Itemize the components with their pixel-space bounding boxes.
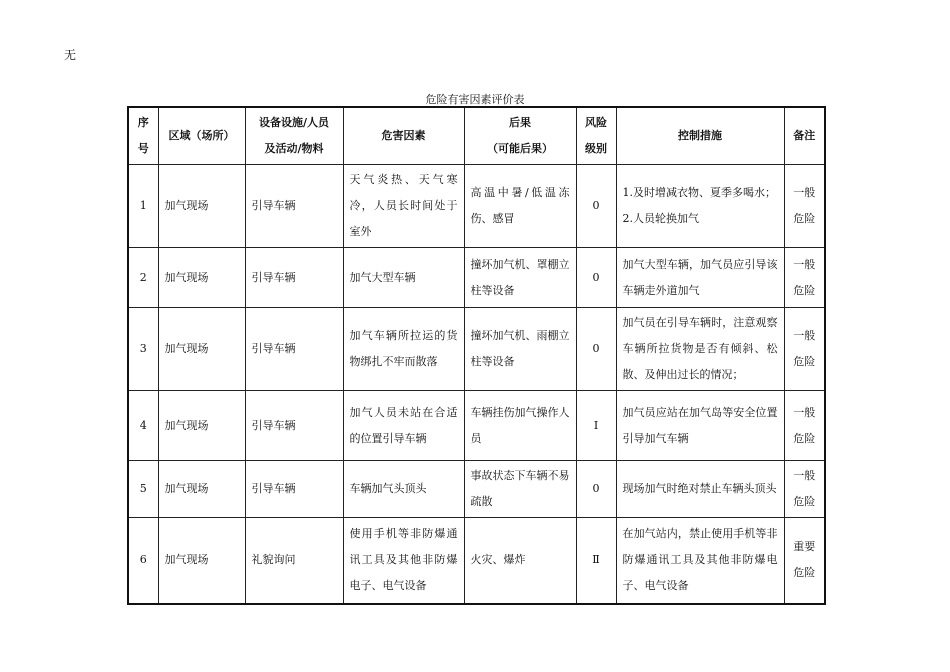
cell-risk: 0 (576, 248, 616, 308)
cell-remark: 一般 危险 (784, 248, 825, 308)
cell-seq: 5 (128, 461, 158, 518)
cell-facility: 引导车辆 (245, 248, 343, 308)
cell-hazard: 车辆加气头顶头 (343, 461, 464, 518)
cell-hazard: 加气车辆所拉运的货物绑扎不牢而散落 (343, 308, 464, 391)
table-title: 危险有害因素评价表 (425, 93, 525, 106)
cell-area: 加气现场 (158, 391, 245, 461)
cell-facility: 引导车辆 (245, 461, 343, 518)
cell-control: 加气大型车辆，加气员应引导该车辆走外道加气 (616, 248, 784, 308)
table-row (128, 391, 825, 461)
corner-note: 无 (64, 48, 77, 62)
cell-control: 加气员应站在加气岛等安全位置引导加气车辆 (616, 391, 784, 461)
cell-remark: 一般 危险 (784, 308, 825, 391)
header-control: 控制措施 (616, 107, 784, 165)
cell-seq: 4 (128, 391, 158, 461)
cell-consequence: 火灾、爆炸 (464, 518, 576, 604)
cell-facility: 引导车辆 (245, 391, 343, 461)
cell-remark: 一般 危险 (784, 391, 825, 461)
cell-hazard: 加气人员未站在合适的位置引导车辆 (343, 391, 464, 461)
cell-facility: 引导车辆 (245, 308, 343, 391)
cell-remark: 一般 危险 (784, 165, 825, 248)
cell-facility: 礼貌询问 (245, 518, 343, 604)
cell-seq: 2 (128, 248, 158, 308)
header-hazard: 危害因素 (343, 107, 464, 165)
cell-area: 加气现场 (158, 518, 245, 604)
cell-control: 现场加气时绝对禁止车辆头顶头 (616, 461, 784, 518)
cell-control: 加气员在引导车辆时，注意观察车辆所拉货物是否有倾斜、松散、及伸出过长的情况； (616, 308, 784, 391)
cell-remark: 一般 危险 (784, 461, 825, 518)
cell-area: 加气现场 (158, 461, 245, 518)
header-seq: 序 号 (128, 107, 158, 165)
cell-consequence: 高温中暑/低温冻伤、感冒 (464, 165, 576, 248)
header-risk: 风险 级别 (576, 107, 616, 165)
cell-risk: Ⅰ (576, 391, 616, 461)
cell-seq: 1 (128, 165, 158, 248)
cell-risk: 0 (576, 461, 616, 518)
header-remark: 备注 (784, 107, 825, 165)
cell-hazard: 加气大型车辆 (343, 248, 464, 308)
cell-consequence: 撞坏加气机、雨棚立柱等设备 (464, 308, 576, 391)
cell-control: 1.及时增减衣物、夏季多喝水； 2.人员轮换加气 (616, 165, 784, 248)
header-row (128, 107, 825, 165)
table-row (128, 165, 825, 248)
header-facility: 设备设施/人员 及活动/物料 (245, 107, 343, 165)
cell-consequence: 撞坏加气机、罩棚立柱等设备 (464, 248, 576, 308)
table-row (128, 308, 825, 391)
cell-risk: Ⅱ (576, 518, 616, 604)
cell-facility: 引导车辆 (245, 165, 343, 248)
cell-risk: 0 (576, 308, 616, 391)
cell-hazard: 使用手机等非防爆通讯工具及其他非防爆电子、电气设备 (343, 518, 464, 604)
table-row (128, 461, 825, 518)
table-row (128, 248, 825, 308)
cell-seq: 3 (128, 308, 158, 391)
cell-consequence: 车辆挂伤加气操作人员 (464, 391, 576, 461)
hazard-evaluation-table (127, 106, 826, 605)
cell-consequence: 事故状态下车辆不易疏散 (464, 461, 576, 518)
cell-remark: 重要 危险 (784, 518, 825, 604)
table-row (128, 518, 825, 604)
header-consequence: 后果 （可能后果） (464, 107, 576, 165)
cell-area: 加气现场 (158, 248, 245, 308)
cell-seq: 6 (128, 518, 158, 604)
cell-hazard: 天气炎热、天气寒冷，人员长时间处于室外 (343, 165, 464, 248)
header-area: 区域（场所） (158, 107, 245, 165)
cell-area: 加气现场 (158, 165, 245, 248)
cell-control: 在加气站内，禁止使用手机等非防爆通讯工具及其他非防爆电子、电气设备 (616, 518, 784, 604)
cell-area: 加气现场 (158, 308, 245, 391)
cell-risk: 0 (576, 165, 616, 248)
